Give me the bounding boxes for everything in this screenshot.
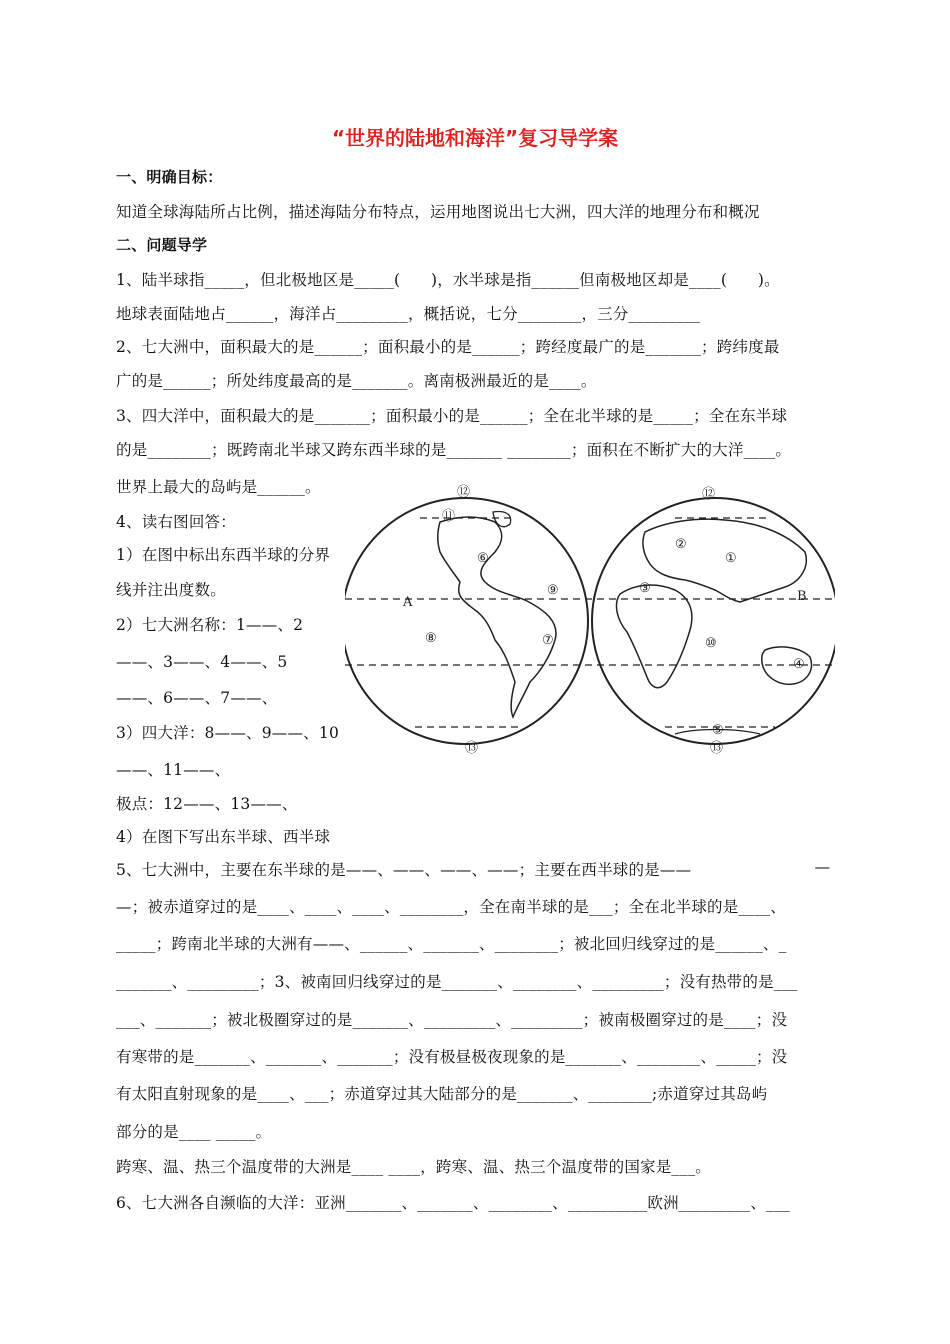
map-label-13-west: ⑬ — [465, 741, 479, 756]
map-label-12-west: ⑫ — [457, 485, 471, 500]
q4-line-7: 3）四大洋：8——、9——、10 — [116, 724, 340, 742]
q5-line-7: 有太阳直射现象的是____、___；赤道穿过其大陆部分的是_______、________;赤道穿过其岛屿 — [116, 1085, 768, 1103]
map-label-11: ⑪ — [442, 509, 456, 524]
map-label-8: ⑧ — [425, 631, 437, 646]
q1-line-2: 地球表面陆地占______，海洋占_________，概括说，七分________，三分_________ — [116, 305, 701, 323]
americas-outline — [438, 517, 556, 717]
map-label-A: A — [403, 595, 413, 610]
section-guide-heading: 二、问题导学 — [116, 236, 208, 254]
map-label-5: ⑤ — [712, 723, 724, 738]
q5-line-1: 5、七大洲中，主要在东半球的是——、——、——、——；主要在西半球的是—— — [116, 861, 692, 879]
q3-line-2: 的是________；既跨南北半球又跨东西半球的是_______ ________；面积在不断扩大的大洋____。 — [116, 441, 792, 459]
map-label-4: ④ — [793, 657, 805, 672]
map-label-7: ⑦ — [542, 633, 554, 648]
temperature-zones-line: 跨寒、温、热三个温度带的大洲是____ ____，跨寒、温、热三个温度带的国家是___。 — [116, 1158, 711, 1176]
section-goals-heading: 一、明确目标： — [116, 168, 223, 186]
map-label-2: ② — [675, 537, 687, 552]
q4-line-10: 4）在图下写出东半球、西半球 — [116, 828, 331, 846]
q4-line-1: 4、读右图回答： — [116, 513, 236, 531]
map-label-9: ⑨ — [547, 583, 559, 598]
q4-line-4: 2）七大洲名称：1——、2 — [116, 616, 304, 634]
q4-line-8: ——、11——、 — [116, 761, 231, 779]
q3-line-3: 世界上最大的岛屿是______。 — [116, 478, 321, 496]
q4-line-3: 线并注出度数。 — [116, 581, 226, 599]
q5-line-8: 部分的是____ _____。 — [116, 1123, 272, 1141]
q5-line-4: _______、_________；3、被南回归线穿过的是_______、________、_________；没有热带的是___ — [116, 973, 798, 991]
q5-line-6: 有寒带的是_______、_______、_______；没有极昼极夜现象的是_______、________、_____；没 — [116, 1048, 788, 1066]
world-hemispheres-map — [345, 482, 835, 762]
q3-line-1: 3、四大洋中，面积最大的是_______；面积最小的是______；全在北半球的是_____；全在东半球 — [116, 407, 788, 425]
q5-line-1-tail: — — [814, 858, 830, 876]
map-label-3: ③ — [639, 581, 651, 596]
map-label-12-east: ⑫ — [702, 487, 716, 502]
q4-line-5: ——、3——、4——、5 — [116, 653, 288, 671]
q4-line-9: 极点：12——、13——、 — [116, 795, 298, 813]
q2-line-1: 2、七大洲中，面积最大的是______；面积最小的是______；跨经度最广的是_______；跨纬度最 — [116, 338, 780, 356]
map-label-1: ① — [725, 551, 737, 566]
map-label-10: ⑩ — [705, 636, 717, 651]
q1-line-1: 1、陆半球指_____，但北极地区是_____( )，水半球是指______但南极地区却是____( )。 — [116, 271, 780, 289]
q5-line-2: —；被赤道穿过的是____、____、____、________，全在南半球的是___；全在北半球的是____、 — [116, 898, 786, 916]
page-title: “世界的陆地和海洋”复习导学案 — [331, 126, 619, 150]
q6-line-1: 6、七大洲各自濒临的大洋：亚洲_______、_______、________、__________欧洲_________、___ — [116, 1194, 790, 1212]
q5-line-5: ___、_______；被北极圈穿过的是_______、_________、_________；被南极圈穿过的是____；没 — [116, 1011, 788, 1029]
map-label-B: B — [797, 589, 807, 604]
greenland-outline — [493, 512, 511, 527]
goals-text: 知道全球海陆所占比例，描述海陆分布特点，运用地图说出七大洲，四大洋的地理分布和概况 — [116, 203, 760, 221]
q2-line-2: 广的是______；所处纬度最高的是_______。离南极洲最近的是____。 — [116, 372, 597, 390]
q4-line-6: ——、6——、7——、 — [116, 689, 278, 707]
q4-line-2: 1）在图中标出东西半球的分界 — [116, 546, 331, 564]
map-label-13-east: ⑬ — [710, 741, 724, 756]
map-label-6: ⑥ — [477, 551, 489, 566]
africa-outline — [616, 585, 691, 688]
q5-line-3: _____；跨南北半球的大洲有——、______、_______、________；被北回归线穿过的是______、_ — [116, 935, 787, 953]
